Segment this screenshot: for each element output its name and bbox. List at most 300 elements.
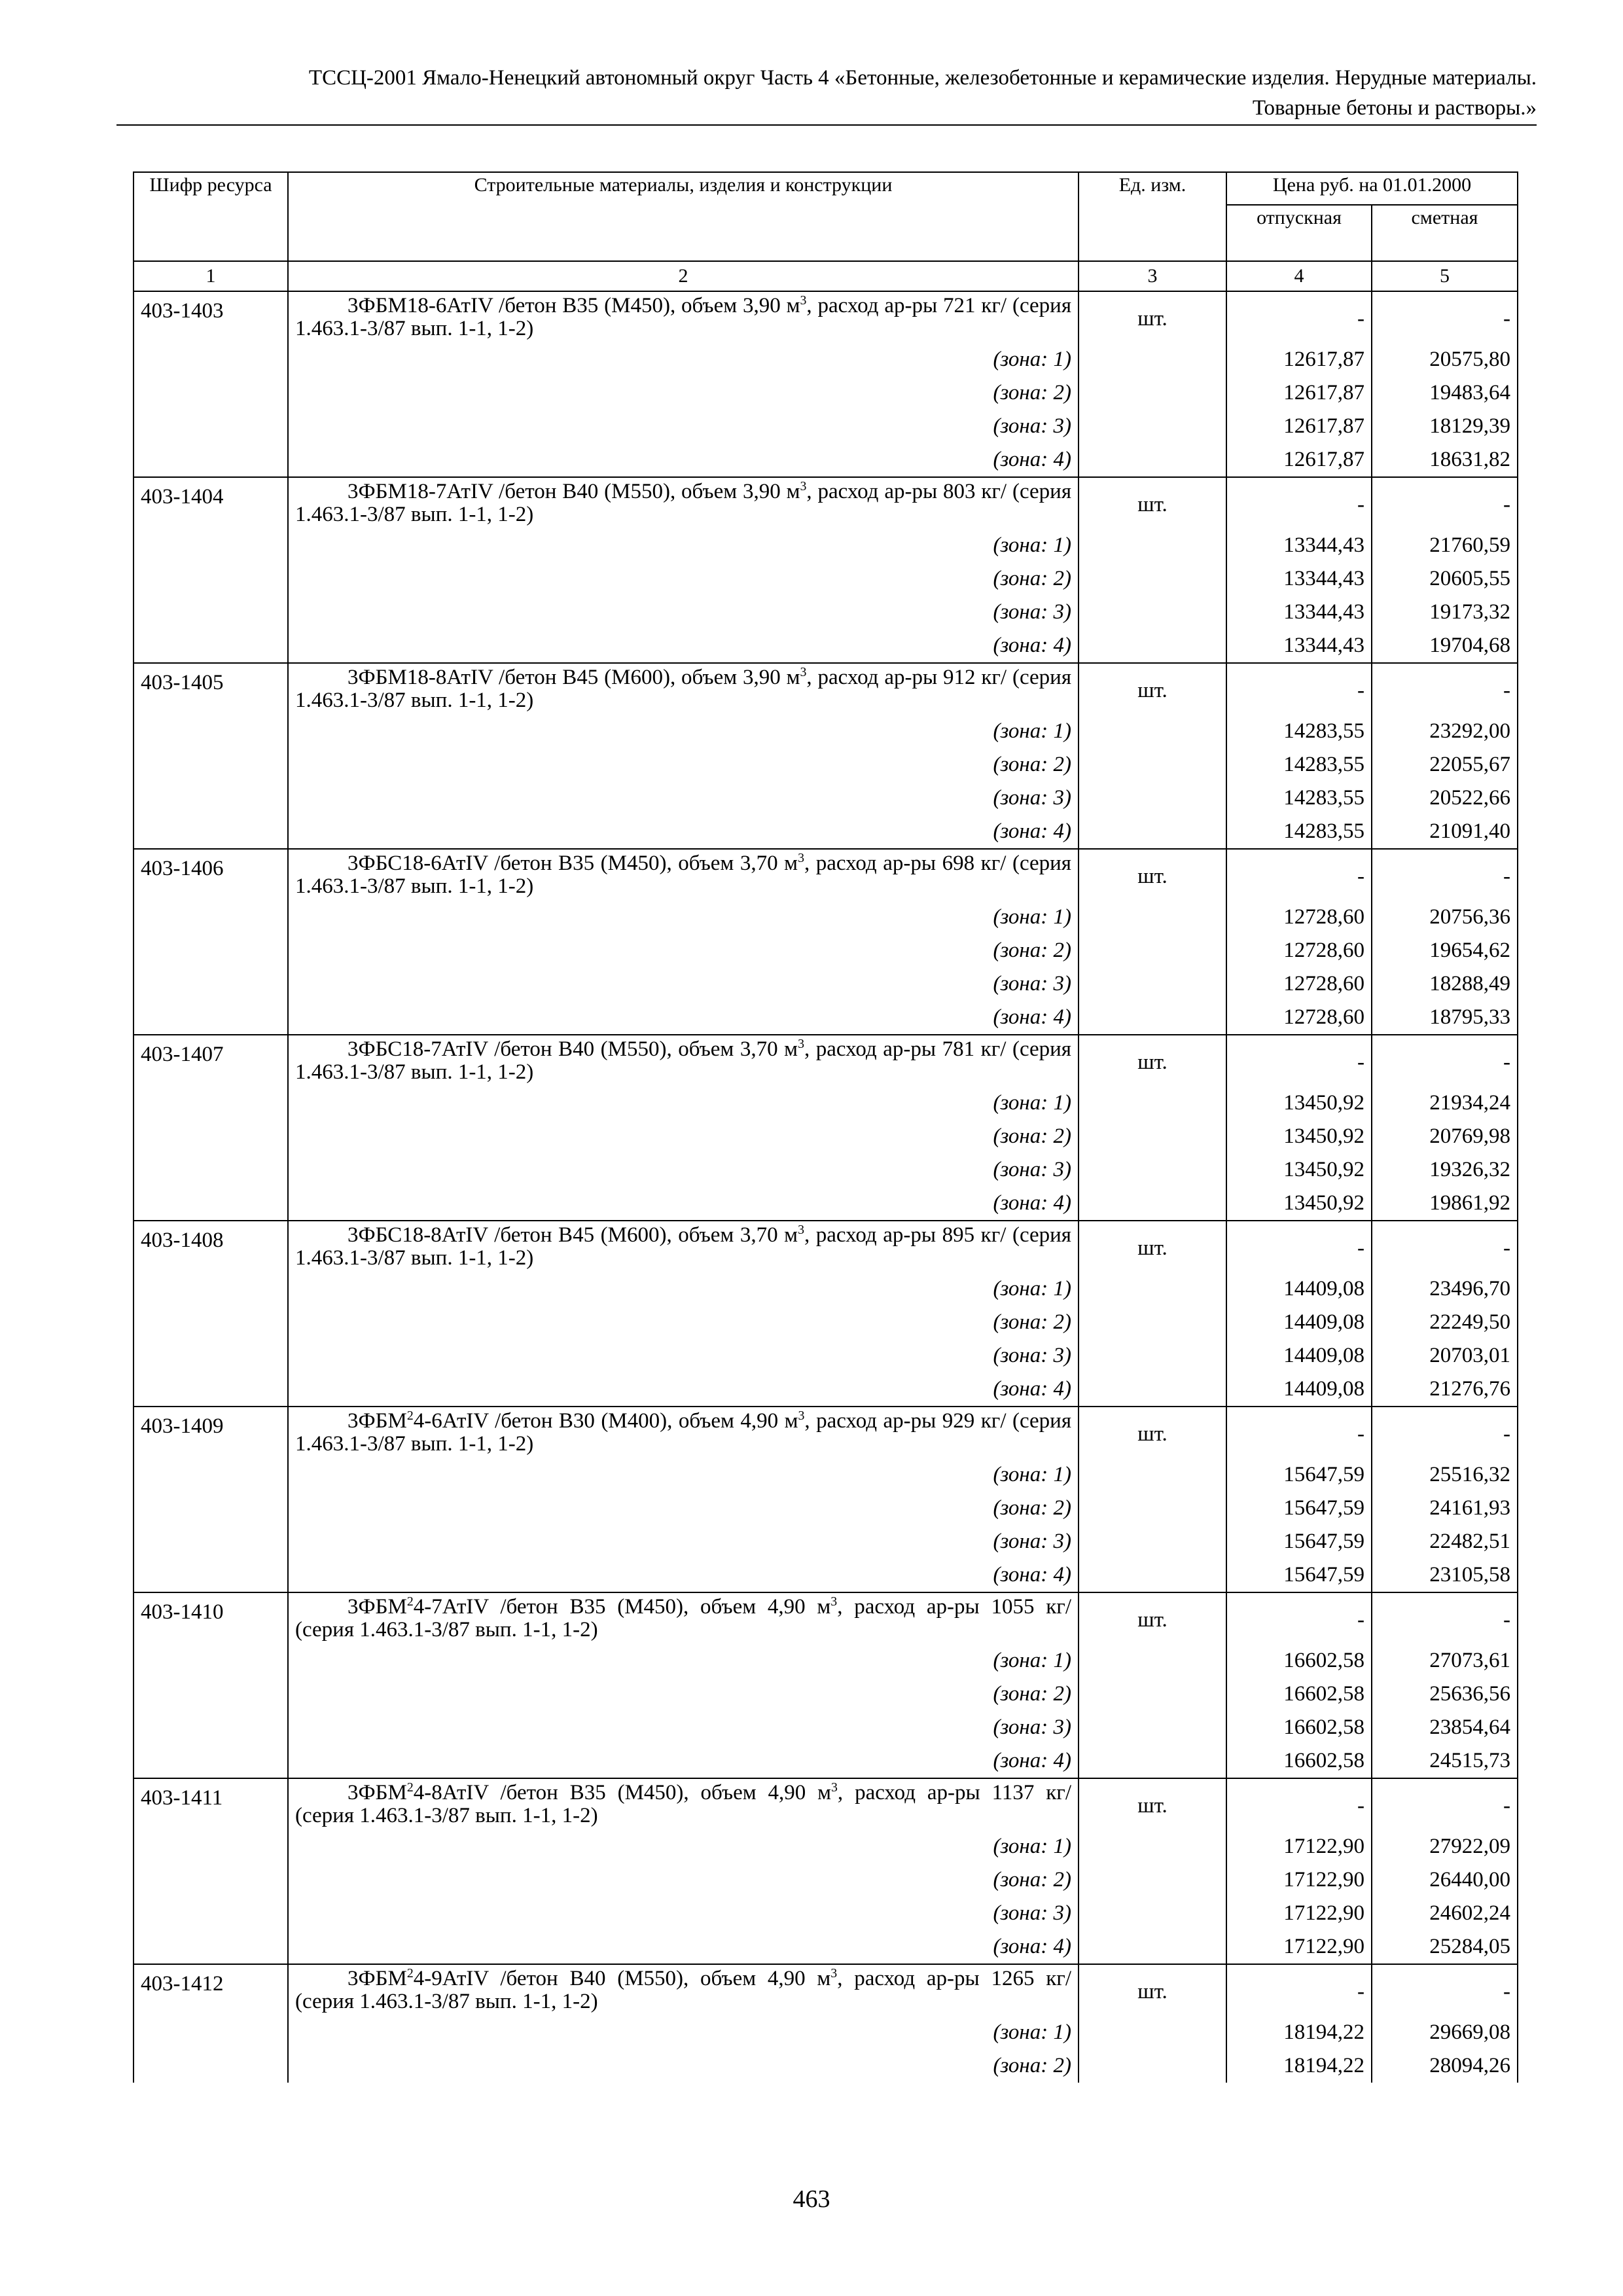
estimate-price: - <box>1372 1592 1518 1644</box>
name-part: , расход ар-ры 1265 кг/ (серия 1.463.1-3/87 вып. 1-1, 1-2) <box>295 1967 1071 2013</box>
estimate-price: - <box>1372 477 1518 529</box>
zone-label: (зона: 2) <box>993 939 1071 962</box>
empty-cell <box>134 1930 288 1964</box>
estimate-price: 19654,62 <box>1372 934 1518 967</box>
zone-cell <box>288 343 1079 376</box>
resource-name-text <box>295 1596 1071 1641</box>
release-price: 17122,90 <box>1226 1830 1372 1863</box>
zone-cell <box>288 1153 1079 1187</box>
zone-label: (зона: 3) <box>993 1158 1071 1181</box>
release-price: 12617,87 <box>1226 376 1372 410</box>
release-price: 16602,58 <box>1226 1744 1372 1778</box>
zone-cell <box>288 1677 1079 1711</box>
empty-cell <box>134 901 288 934</box>
estimate-price: - <box>1372 1407 1518 1458</box>
cubic-superscript: 3 <box>830 1966 838 1981</box>
empty-cell <box>1079 1897 1226 1930</box>
resource-name <box>288 1035 1079 1086</box>
name-part: , расход ар-ры 929 кг/ (серия 1.463.1-3/87 вып. 1-1, 1-2) <box>295 1409 1071 1456</box>
empty-cell <box>1079 2016 1226 2049</box>
zone-label: (зона: 3) <box>993 414 1071 438</box>
zone-label: (зона: 2) <box>993 2054 1071 2077</box>
estimate-price: - <box>1372 291 1518 343</box>
zone-row <box>134 1120 1518 1153</box>
estimate-price: 27073,61 <box>1372 1644 1518 1677</box>
estimate-price: 25636,56 <box>1372 1677 1518 1711</box>
empty-cell <box>134 596 288 629</box>
zone-cell <box>288 934 1079 967</box>
empty-cell <box>134 1187 288 1221</box>
header-rule <box>116 124 1537 126</box>
resource-code: 403-1410 <box>134 1592 288 1644</box>
empty-cell <box>134 1339 288 1372</box>
release-price: 14409,08 <box>1226 1339 1372 1372</box>
empty-cell <box>1079 901 1226 934</box>
empty-cell <box>1079 529 1226 562</box>
zone-row <box>134 1677 1518 1711</box>
zone-row <box>134 967 1518 1001</box>
estimate-price: 22482,51 <box>1372 1525 1518 1558</box>
zone-label: (зона: 3) <box>993 1715 1071 1739</box>
resource-name <box>288 1407 1079 1458</box>
release-price: 15647,59 <box>1226 1525 1372 1558</box>
estimate-price: 20605,55 <box>1372 562 1518 596</box>
name-part: , расход ар-ры 721 кг/ (серия 1.463.1-3/87 вып. 1-1, 1-2) <box>295 294 1071 340</box>
name-part: 3ФБС18-6АтIV /бетон В35 (М450), объем 3,70 м <box>348 852 798 875</box>
zone-cell <box>288 410 1079 443</box>
release-price: - <box>1226 1035 1372 1086</box>
unit-cell: шт. <box>1079 477 1226 529</box>
estimate-price: 27922,09 <box>1372 1830 1518 1863</box>
column-number: 4 <box>1226 261 1372 291</box>
release-price: 14409,08 <box>1226 1372 1372 1407</box>
zone-label: (зона: 1) <box>993 2020 1071 2044</box>
empty-cell <box>134 1001 288 1035</box>
zone-cell <box>288 1897 1079 1930</box>
estimate-price: 19173,32 <box>1372 596 1518 629</box>
empty-cell <box>134 1863 288 1897</box>
zone-row <box>134 2049 1518 2083</box>
name-superscript: 2 <box>406 1408 414 1423</box>
empty-cell <box>134 1120 288 1153</box>
name-part: 3ФБМ18-6АтIV /бетон В35 (М450), объем 3,90 м <box>348 294 800 317</box>
zone-label: (зона: 1) <box>993 1091 1071 1115</box>
resource-code: 403-1411 <box>134 1778 288 1830</box>
release-price: - <box>1226 1221 1372 1272</box>
release-price: 13450,92 <box>1226 1120 1372 1153</box>
release-price: 13450,92 <box>1226 1153 1372 1187</box>
resource-code: 403-1409 <box>134 1407 288 1458</box>
zone-row <box>134 1458 1518 1492</box>
zone-cell <box>288 1272 1079 1306</box>
estimate-price: - <box>1372 849 1518 901</box>
zone-row <box>134 748 1518 781</box>
table-row <box>134 663 1518 715</box>
zone-row <box>134 1830 1518 1863</box>
empty-cell <box>134 1153 288 1187</box>
zone-cell <box>288 1644 1079 1677</box>
release-price: 16602,58 <box>1226 1711 1372 1744</box>
zone-row <box>134 443 1518 477</box>
empty-cell <box>1079 1863 1226 1897</box>
unit-cell: шт. <box>1079 1778 1226 1830</box>
estimate-price: 20575,80 <box>1372 343 1518 376</box>
release-price: 14283,55 <box>1226 815 1372 849</box>
release-price: 12728,60 <box>1226 1001 1372 1035</box>
empty-cell <box>1079 629 1226 663</box>
empty-cell <box>1079 410 1226 443</box>
zone-label: (зона: 4) <box>993 634 1071 657</box>
unit-cell: шт. <box>1079 1035 1226 1086</box>
estimate-price: 20769,98 <box>1372 1120 1518 1153</box>
name-part: , расход ар-ры 1055 кг/ (серия 1.463.1-3/87 вып. 1-1, 1-2) <box>295 1595 1071 1641</box>
zone-label: (зона: 3) <box>993 1344 1071 1367</box>
estimate-price: - <box>1372 1221 1518 1272</box>
release-price: 12617,87 <box>1226 410 1372 443</box>
release-price: 14283,55 <box>1226 748 1372 781</box>
resource-code: 403-1407 <box>134 1035 288 1086</box>
name-superscript: 2 <box>406 1594 414 1609</box>
empty-cell <box>134 562 288 596</box>
zone-label: (зона: 4) <box>993 1935 1071 1958</box>
zone-cell <box>288 1711 1079 1744</box>
table-row <box>134 291 1518 343</box>
zone-label: (зона: 2) <box>993 1868 1071 1892</box>
estimate-price: 24161,93 <box>1372 1492 1518 1525</box>
zone-row <box>134 1187 1518 1221</box>
zone-cell <box>288 967 1079 1001</box>
column-header-name: Строительные материалы, изделия и конструкции <box>288 172 1079 261</box>
empty-cell <box>134 748 288 781</box>
estimate-price: 19704,68 <box>1372 629 1518 663</box>
column-number: 5 <box>1372 261 1518 291</box>
name-part: 3ФБМ <box>348 1781 407 1804</box>
empty-cell <box>1079 1711 1226 1744</box>
zone-cell <box>288 1930 1079 1964</box>
zone-label: (зона: 2) <box>993 381 1071 404</box>
empty-cell <box>1079 1120 1226 1153</box>
unit-cell: шт. <box>1079 849 1226 901</box>
resource-name-text <box>295 1038 1071 1084</box>
empty-cell <box>1079 967 1226 1001</box>
resource-name <box>288 291 1079 343</box>
table-row <box>134 849 1518 901</box>
resource-name-text <box>295 1224 1071 1270</box>
empty-cell <box>1079 1339 1226 1372</box>
estimate-price: 19326,32 <box>1372 1153 1518 1187</box>
table-row <box>134 1035 1518 1086</box>
estimate-price: 21760,59 <box>1372 529 1518 562</box>
resource-name-text <box>295 295 1071 340</box>
empty-cell <box>134 343 288 376</box>
empty-cell <box>1079 1372 1226 1407</box>
zone-cell <box>288 1458 1079 1492</box>
zone-row <box>134 629 1518 663</box>
zone-label: (зона: 4) <box>993 1191 1071 1215</box>
resource-name <box>288 477 1079 529</box>
zone-row <box>134 1372 1518 1407</box>
empty-cell <box>134 1644 288 1677</box>
empty-cell <box>1079 1187 1226 1221</box>
zone-row <box>134 1339 1518 1372</box>
header-line-2: Товарные бетоны и растворы.» <box>1252 96 1537 120</box>
release-price: 14409,08 <box>1226 1272 1372 1306</box>
name-part: , расход ар-ры 895 кг/ (серия 1.463.1-3/87 вып. 1-1, 1-2) <box>295 1223 1071 1270</box>
release-price: 12728,60 <box>1226 901 1372 934</box>
release-price: 16602,58 <box>1226 1644 1372 1677</box>
empty-cell <box>1079 1272 1226 1306</box>
release-price: 13450,92 <box>1226 1086 1372 1120</box>
estimate-price: - <box>1372 1964 1518 2016</box>
resource-name-text <box>295 1782 1071 1827</box>
header-line-1: ТССЦ-2001 Ямало-Ненецкий автономный округ Часть 4 «Бетонные, железобетонные и керамические изделия. Нерудные материалы. <box>308 66 1537 90</box>
zone-row <box>134 1086 1518 1120</box>
empty-cell <box>134 1458 288 1492</box>
estimate-price: 28094,26 <box>1372 2049 1518 2083</box>
zone-label: (зона: 3) <box>993 972 1071 996</box>
table-row <box>134 1592 1518 1644</box>
zone-label: (зона: 2) <box>993 753 1071 776</box>
unit-cell: шт. <box>1079 1407 1226 1458</box>
empty-cell <box>134 1830 288 1863</box>
zone-row <box>134 781 1518 815</box>
empty-cell <box>134 1711 288 1744</box>
empty-cell <box>1079 1492 1226 1525</box>
document-header <box>116 63 1537 123</box>
zone-row <box>134 1711 1518 1744</box>
resource-name-text <box>295 1410 1071 1456</box>
zone-label: (зона: 1) <box>993 905 1071 929</box>
zone-cell <box>288 1492 1079 1525</box>
zone-row <box>134 1897 1518 1930</box>
empty-cell <box>1079 934 1226 967</box>
unit-cell: шт. <box>1079 1592 1226 1644</box>
name-part: , расход ар-ры 781 кг/ (серия 1.463.1-3/87 вып. 1-1, 1-2) <box>295 1037 1071 1084</box>
resource-code: 403-1406 <box>134 849 288 901</box>
resource-code: 403-1403 <box>134 291 288 343</box>
empty-cell <box>1079 1930 1226 1964</box>
table-body <box>134 291 1518 2083</box>
zone-row <box>134 1558 1518 1592</box>
zone-label: (зона: 1) <box>993 1277 1071 1300</box>
zone-label: (зона: 3) <box>993 1530 1071 1553</box>
zone-label: (зона: 3) <box>993 1901 1071 1925</box>
table-row <box>134 1221 1518 1272</box>
name-part: 3ФБМ <box>348 1967 407 1990</box>
zone-label: (зона: 2) <box>993 567 1071 590</box>
estimate-price: 21276,76 <box>1372 1372 1518 1407</box>
column-header-release-price: отпускная <box>1226 205 1372 261</box>
zone-cell <box>288 1558 1079 1592</box>
zone-cell <box>288 529 1079 562</box>
release-price: 14283,55 <box>1226 715 1372 748</box>
empty-cell <box>134 1272 288 1306</box>
estimate-price: 19483,64 <box>1372 376 1518 410</box>
zone-label: (зона: 2) <box>993 1496 1071 1520</box>
name-superscript: 2 <box>406 1780 414 1795</box>
zone-row <box>134 1644 1518 1677</box>
estimate-price: - <box>1372 1035 1518 1086</box>
zone-label: (зона: 2) <box>993 1124 1071 1148</box>
estimate-price: 18129,39 <box>1372 410 1518 443</box>
zone-cell <box>288 901 1079 934</box>
empty-cell <box>1079 562 1226 596</box>
estimate-price: 26440,00 <box>1372 1863 1518 1897</box>
zone-cell <box>288 1120 1079 1153</box>
empty-cell <box>134 1372 288 1407</box>
estimate-price: 23496,70 <box>1372 1272 1518 1306</box>
zone-cell <box>288 2016 1079 2049</box>
estimate-price: 18288,49 <box>1372 967 1518 1001</box>
name-part: 3ФБМ <box>348 1595 407 1619</box>
column-header-price: Цена руб. на 01.01.2000 <box>1226 172 1518 205</box>
zone-label: (зона: 1) <box>993 1649 1071 1672</box>
zone-label: (зона: 2) <box>993 1310 1071 1334</box>
estimate-price: 22249,50 <box>1372 1306 1518 1339</box>
zone-row <box>134 1272 1518 1306</box>
zone-cell <box>288 1187 1079 1221</box>
release-price: - <box>1226 291 1372 343</box>
zone-row <box>134 715 1518 748</box>
zone-row <box>134 376 1518 410</box>
resource-name-text <box>295 480 1071 526</box>
release-price: 15647,59 <box>1226 1558 1372 1592</box>
zone-label: (зона: 4) <box>993 1563 1071 1587</box>
empty-cell <box>134 529 288 562</box>
zone-row <box>134 529 1518 562</box>
column-header-unit: Ед. изм. <box>1079 172 1226 261</box>
cubic-superscript: 3 <box>800 479 807 493</box>
resource-name-text <box>295 1967 1071 2013</box>
estimate-price: 19861,92 <box>1372 1187 1518 1221</box>
empty-cell <box>134 1492 288 1525</box>
empty-cell <box>134 781 288 815</box>
release-price: 14283,55 <box>1226 781 1372 815</box>
zone-label: (зона: 3) <box>993 786 1071 810</box>
cubic-superscript: 3 <box>798 1037 804 1051</box>
estimate-price: 20756,36 <box>1372 901 1518 934</box>
release-price: 12728,60 <box>1226 967 1372 1001</box>
zone-cell <box>288 1086 1079 1120</box>
zone-row <box>134 1744 1518 1778</box>
zone-row <box>134 596 1518 629</box>
empty-cell <box>1079 596 1226 629</box>
resource-name-text <box>295 852 1071 898</box>
empty-cell <box>1079 1153 1226 1187</box>
release-price: 17122,90 <box>1226 1897 1372 1930</box>
zone-row <box>134 1001 1518 1035</box>
resource-name <box>288 1592 1079 1644</box>
resource-code: 403-1405 <box>134 663 288 715</box>
release-price: 13344,43 <box>1226 562 1372 596</box>
estimate-price: 18795,33 <box>1372 1001 1518 1035</box>
estimate-price: 24515,73 <box>1372 1744 1518 1778</box>
release-price: 12728,60 <box>1226 934 1372 967</box>
zone-cell <box>288 781 1079 815</box>
zone-cell <box>288 1863 1079 1897</box>
zone-label: (зона: 1) <box>993 1835 1071 1858</box>
estimate-price: 20522,66 <box>1372 781 1518 815</box>
empty-cell <box>134 1525 288 1558</box>
empty-cell <box>1079 1744 1226 1778</box>
release-price: 14409,08 <box>1226 1306 1372 1339</box>
column-number: 3 <box>1079 261 1226 291</box>
release-price: - <box>1226 1778 1372 1830</box>
empty-cell <box>1079 343 1226 376</box>
estimate-price: 25516,32 <box>1372 1458 1518 1492</box>
estimate-price: 23854,64 <box>1372 1711 1518 1744</box>
release-price: 15647,59 <box>1226 1458 1372 1492</box>
release-price: - <box>1226 1592 1372 1644</box>
zone-label: (зона: 4) <box>993 1005 1071 1029</box>
column-header-code: Шифр ресурса <box>134 172 288 261</box>
cubic-superscript: 3 <box>798 1408 805 1423</box>
zone-label: (зона: 1) <box>993 719 1071 743</box>
empty-cell <box>1079 748 1226 781</box>
zone-cell <box>288 1744 1079 1778</box>
zone-cell <box>288 1830 1079 1863</box>
zone-label: (зона: 1) <box>993 348 1071 371</box>
table-row <box>134 1778 1518 1830</box>
empty-cell <box>1079 1458 1226 1492</box>
release-price: 17122,90 <box>1226 1863 1372 1897</box>
release-price: - <box>1226 1407 1372 1458</box>
resource-name <box>288 849 1079 901</box>
zone-row <box>134 1306 1518 1339</box>
unit-cell: шт. <box>1079 663 1226 715</box>
cubic-superscript: 3 <box>800 665 807 679</box>
release-price: - <box>1226 663 1372 715</box>
empty-cell <box>1079 1558 1226 1592</box>
empty-cell <box>134 1897 288 1930</box>
zone-label: (зона: 1) <box>993 533 1071 557</box>
zone-row <box>134 1153 1518 1187</box>
empty-cell <box>134 410 288 443</box>
zone-row <box>134 815 1518 849</box>
resource-code: 403-1408 <box>134 1221 288 1272</box>
estimate-price: 23292,00 <box>1372 715 1518 748</box>
empty-cell <box>134 2016 288 2049</box>
zone-cell <box>288 1001 1079 1035</box>
release-price: 18194,22 <box>1226 2049 1372 2083</box>
resource-code: 403-1404 <box>134 477 288 529</box>
empty-cell <box>134 2049 288 2083</box>
column-number: 2 <box>288 261 1079 291</box>
empty-cell <box>1079 1525 1226 1558</box>
empty-cell <box>1079 715 1226 748</box>
cubic-superscript: 3 <box>798 851 804 865</box>
empty-cell <box>1079 1830 1226 1863</box>
name-part: 3ФБМ18-8АтIV /бетон В45 (М600), объем 3,90 м <box>348 666 800 689</box>
empty-cell <box>134 967 288 1001</box>
zone-cell <box>288 2049 1079 2083</box>
zone-row <box>134 343 1518 376</box>
zone-row <box>134 2016 1518 2049</box>
zone-label: (зона: 4) <box>993 1377 1071 1401</box>
empty-cell <box>134 1558 288 1592</box>
cubic-superscript: 3 <box>830 1594 838 1609</box>
resource-name <box>288 663 1079 715</box>
name-part: , расход ар-ры 803 кг/ (серия 1.463.1-3/87 вып. 1-1, 1-2) <box>295 480 1071 526</box>
empty-cell <box>1079 781 1226 815</box>
estimate-price: 18631,82 <box>1372 443 1518 477</box>
name-part: 3ФБМ18-7АтIV /бетон В40 (М550), объем 3,90 м <box>348 480 800 503</box>
zone-cell <box>288 715 1079 748</box>
name-part: 4-7АтIV /бетон В35 (М450), объем 4,90 м <box>413 1595 831 1619</box>
table-row <box>134 1964 1518 2016</box>
table-row <box>134 1407 1518 1458</box>
estimate-price: 22055,67 <box>1372 748 1518 781</box>
